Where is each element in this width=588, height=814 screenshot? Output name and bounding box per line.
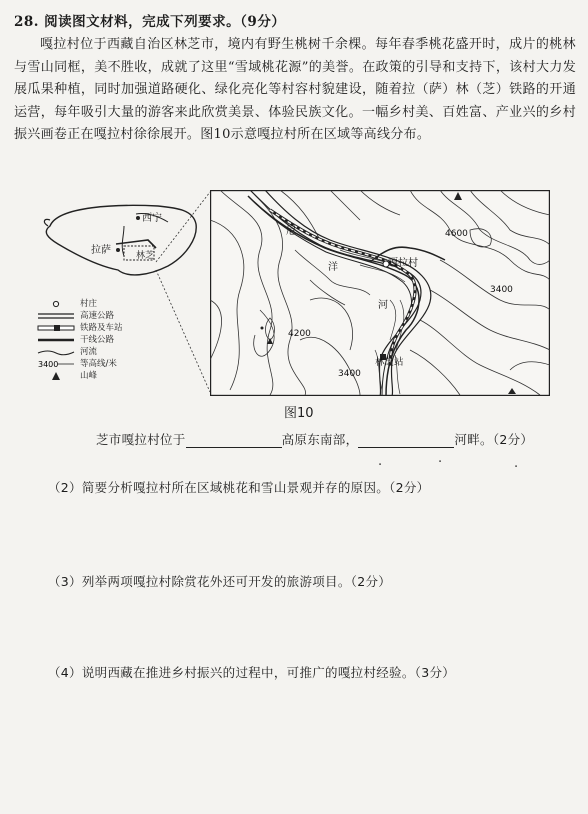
contour-map [210, 190, 550, 396]
river-label: 河 [378, 300, 388, 311]
contour-value: 3400 [490, 285, 513, 295]
village-label: 嘎拉村 [388, 258, 418, 269]
lasa-label: 拉萨 [91, 245, 111, 256]
river-label: 洋 [328, 262, 338, 273]
xining-label: 西宁 [142, 213, 162, 224]
river-icon [36, 347, 76, 357]
river-label: 尼 [286, 226, 296, 237]
subquestion-2: （2）简要分析嘎拉村所在区域桃花和雪山景观并存的原因。（2分） [48, 480, 430, 495]
contour-icon [36, 359, 76, 369]
subquestion-1: 芝市嘎拉村位于 高原东南部， 河畔。（2分） [96, 432, 534, 447]
contour-value: 4200 [288, 329, 311, 339]
legend-item: 高速公路 [36, 310, 123, 322]
subquestion-3: （3）列举两项嘎拉村除赏花外还可开发的旅游项目。（2分） [48, 574, 392, 589]
contour-value: 4600 [445, 229, 468, 239]
subquestion-4: （4）说明西藏在推进乡村振兴的过程中，可推广的嘎拉村经验。（3分） [48, 665, 456, 680]
contour-value: 3400 [338, 369, 361, 379]
svg-text:3400: 3400 [38, 360, 59, 369]
village-marker-small [261, 327, 264, 330]
scan-artifact: · [378, 458, 383, 473]
linzhi-inset-label: 林芝 [136, 251, 155, 261]
scan-artifact: · [438, 455, 443, 470]
legend-item: 3400 等高线/米 [38, 359, 117, 369]
question-header: 28. 阅读图文材料，完成下列要求。（9分） [14, 14, 286, 30]
answer-blank-1[interactable] [186, 434, 282, 448]
trunk-road-icon [36, 335, 76, 345]
legend-item: 河流 [36, 346, 123, 358]
answer-blank-2[interactable] [358, 434, 454, 448]
railway-station-icon [36, 323, 76, 333]
legend-item: 干线公路 [36, 334, 123, 346]
legend-item: 山峰 [36, 370, 123, 382]
passage-paragraph: 嘎拉村位于西藏自治区林芝市，境内有野生桃树千余棵。每年春季桃花盛开时，成片的桃林与雪山同框，美不胜收，成就了这里“雪域桃花源”的美誉。在政策的引导和支持下，该村大力发展瓜果种植，同时加强道路硬化、绿化亮化等村容村貌建设，随着拉（萨）林（芝）铁路的开通运营，每年吸引大量的游客来此欣赏美景、体验民族文化。一幅乡村美、百姓富、产业兴的乡村振兴画卷正在嘎拉村徐徐展开。图10示意嘎拉村所在区域等高线分布。 [14, 37, 576, 142]
legend-item: 铁路及车站 [36, 322, 123, 334]
village-icon [36, 299, 76, 309]
map-legend [36, 298, 123, 382]
figure-caption: 图10 [284, 406, 314, 421]
expressway-icon [36, 311, 76, 321]
legend-item: 村庄 [36, 298, 123, 310]
linzhi-station-label: 林芝站 [375, 357, 404, 368]
peak-icon [36, 371, 76, 381]
scan-artifact: · [514, 460, 519, 475]
